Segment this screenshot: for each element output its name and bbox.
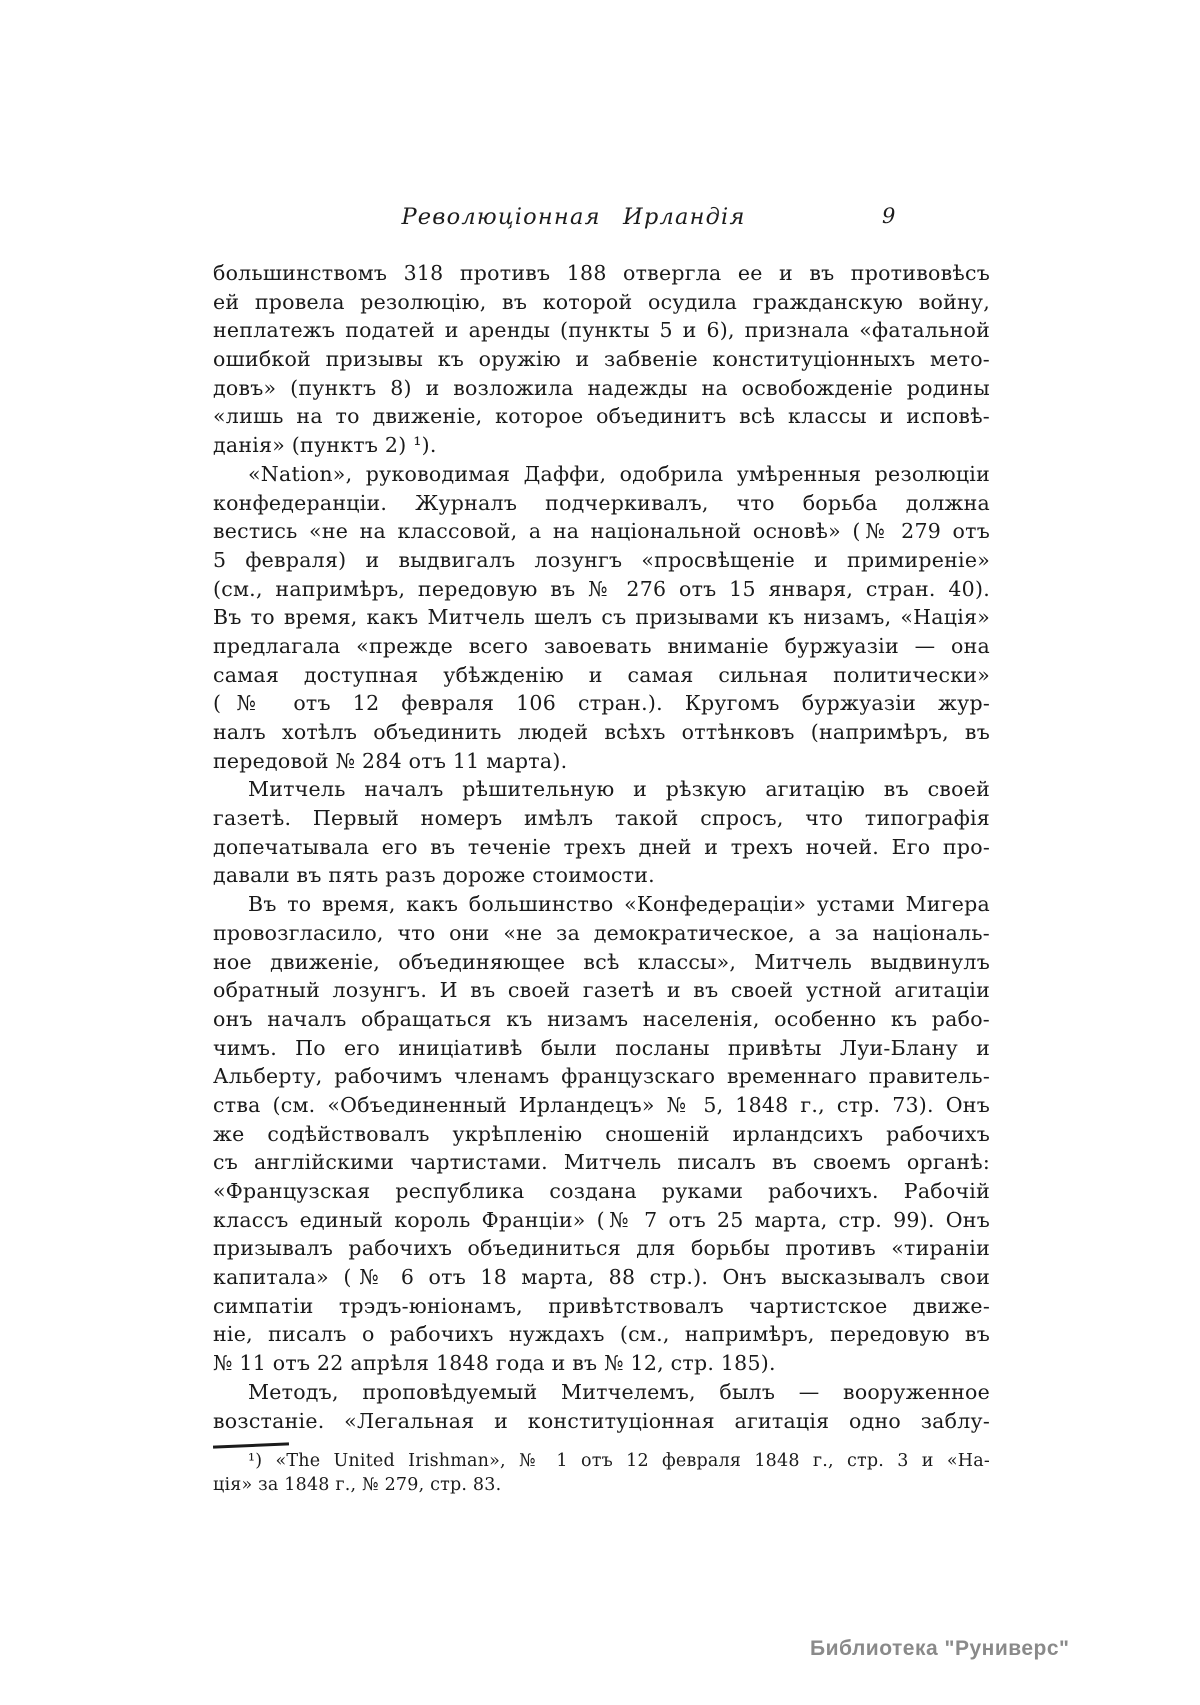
text-line: Методъ, проповѣдуемый Митчелемъ, былъ — вооруженное: [248, 1379, 990, 1404]
text-line: чимъ. По его иниціативѣ были посланы привѣты Луи-Блану и: [213, 1035, 990, 1060]
text-line: передовой № 284 отъ 11 марта).: [213, 748, 568, 773]
text-line: вестись «не на классовой, а на національной основѣ» (№ 279 отъ: [213, 519, 990, 544]
text-line: давали въ пять разъ дороже стоимости.: [213, 863, 655, 888]
text-line: самая доступная убѣжденію и самая сильная политически»: [213, 662, 990, 687]
text-line: данія» (пунктъ 2) ¹).: [213, 433, 437, 458]
text-line: ¹) «The United Irishman», № 1 отъ 12 февраля 1848 г., стр. 3 и «На-: [248, 1451, 990, 1471]
text-line: симпатіи трэдъ-юніонамъ, привѣтствовалъ чартистское движе-: [213, 1293, 990, 1318]
page-number: 9: [882, 204, 896, 228]
text-line: Митчель началъ рѣшительную и рѣзкую агитацію въ своей: [248, 777, 990, 802]
text-line: допечатывала его въ теченіе трехъ дней и трехъ ночей. Его про-: [213, 834, 990, 859]
text-line: предлагала «прежде всего завоевать вниманіе буржуазіи — она: [213, 633, 990, 658]
text-line: неплатежъ податей и аренды (пункты 5 и 6), признала «фатальной: [213, 318, 990, 343]
footnote-separator: [213, 1442, 289, 1448]
text-line: же содѣйствовалъ укрѣпленію сношеній ирландсихъ рабочихъ: [213, 1121, 990, 1146]
text-line: возстаніе. «Легальная и конституціонная агитація одно заблу-: [213, 1408, 990, 1433]
text-line: онъ началъ обращаться къ низамъ населенія, особенно къ рабо-: [213, 1006, 990, 1031]
footnote: [213, 1450, 990, 1497]
text-line: ніе, писалъ о рабочихъ нуждахъ (см., напримѣръ, передовую въ: [213, 1322, 990, 1347]
text-line: № 11 отъ 22 апрѣля 1848 года и въ № 12, стр. 185).: [213, 1351, 776, 1376]
text-line: Альберту, рабочимъ членамъ французскаго временнаго правитель-: [213, 1064, 990, 1089]
watermark: Библиотека "Руниверс": [810, 1637, 1070, 1660]
text-line: ей провела резолюцію, въ которой осудила гражданскую войну,: [213, 289, 990, 314]
body-text: [213, 259, 990, 1435]
text-line: «лишь на то движеніе, которое объединитъ всѣ классы и исповѣ-: [213, 404, 990, 429]
text-line: «Французская республика создана руками рабочихъ. Рабочій: [213, 1179, 990, 1203]
text-line: большинствомъ 318 противъ 188 отвергла ее и въ противовѣсъ: [213, 261, 990, 285]
text-line: обратный лозунгъ. И въ своей газетѣ и въ своей устной агитаціи: [213, 978, 990, 1003]
text-line: съ англійскими чартистами. Митчель писалъ въ своемъ органѣ:: [213, 1150, 990, 1175]
text-line: призывалъ рабочихъ объединиться для борьбы противъ «тираніи: [213, 1236, 990, 1261]
text-line: «Nation», руководимая Даффи, одобрила умѣренныя резолюціи: [248, 461, 990, 486]
text-line: (№ отъ 12 февраля 106 стран.). Кругомъ буржуазіи жур-: [213, 691, 990, 716]
text-line: налъ хотѣлъ объединить людей всѣхъ оттѣнковъ (напримѣръ, въ: [213, 720, 990, 744]
text-line: капитала» (№ 6 отъ 18 марта, 88 стр.). Онъ высказывалъ свои: [213, 1265, 990, 1290]
text-line: Въ то время, какъ Митчель шелъ съ призывами къ низамъ, «Нація»: [213, 605, 990, 630]
page-title: Революціонная Ирландія: [401, 204, 746, 230]
text-line: (см., напримѣръ, передовую въ № 276 отъ 15 января, стран. 40).: [213, 576, 990, 601]
running-header: [213, 204, 990, 234]
text-line: газетѣ. Первый номеръ имѣлъ такой спросъ, что типографія: [213, 806, 990, 831]
text-line: классъ единый король Франціи» (№ 7 отъ 25 марта, стр. 99). Онъ: [213, 1207, 990, 1232]
text-line: довъ» (пунктъ 8) и возложила надежды на освобожденіе родины: [213, 375, 990, 400]
text-line: ошибкой призывы къ оружію и забвеніе конституціонныхъ мето-: [213, 347, 990, 372]
text-line: ства (см. «Объединенный Ирландецъ» № 5, 1848 г., стр. 73). Онъ: [213, 1092, 990, 1117]
text-line: конфедеранціи. Журналъ подчеркивалъ, что борьба должна: [213, 490, 990, 515]
text-line: 5 февраля) и выдвигалъ лозунгъ «просвѣщеніе и примиреніе»: [213, 547, 990, 572]
text-line: провозгласило, что они «не за демократическое, а за національ-: [213, 920, 990, 945]
text-line: ція» за 1848 г., № 279, стр. 83.: [213, 1474, 502, 1495]
text-line: ное движеніе, объединяющее всѣ классы», Митчель выдвинулъ: [213, 949, 990, 974]
text-line: Въ то время, какъ большинство «Конфедераціи» устами Мигера: [248, 892, 990, 917]
